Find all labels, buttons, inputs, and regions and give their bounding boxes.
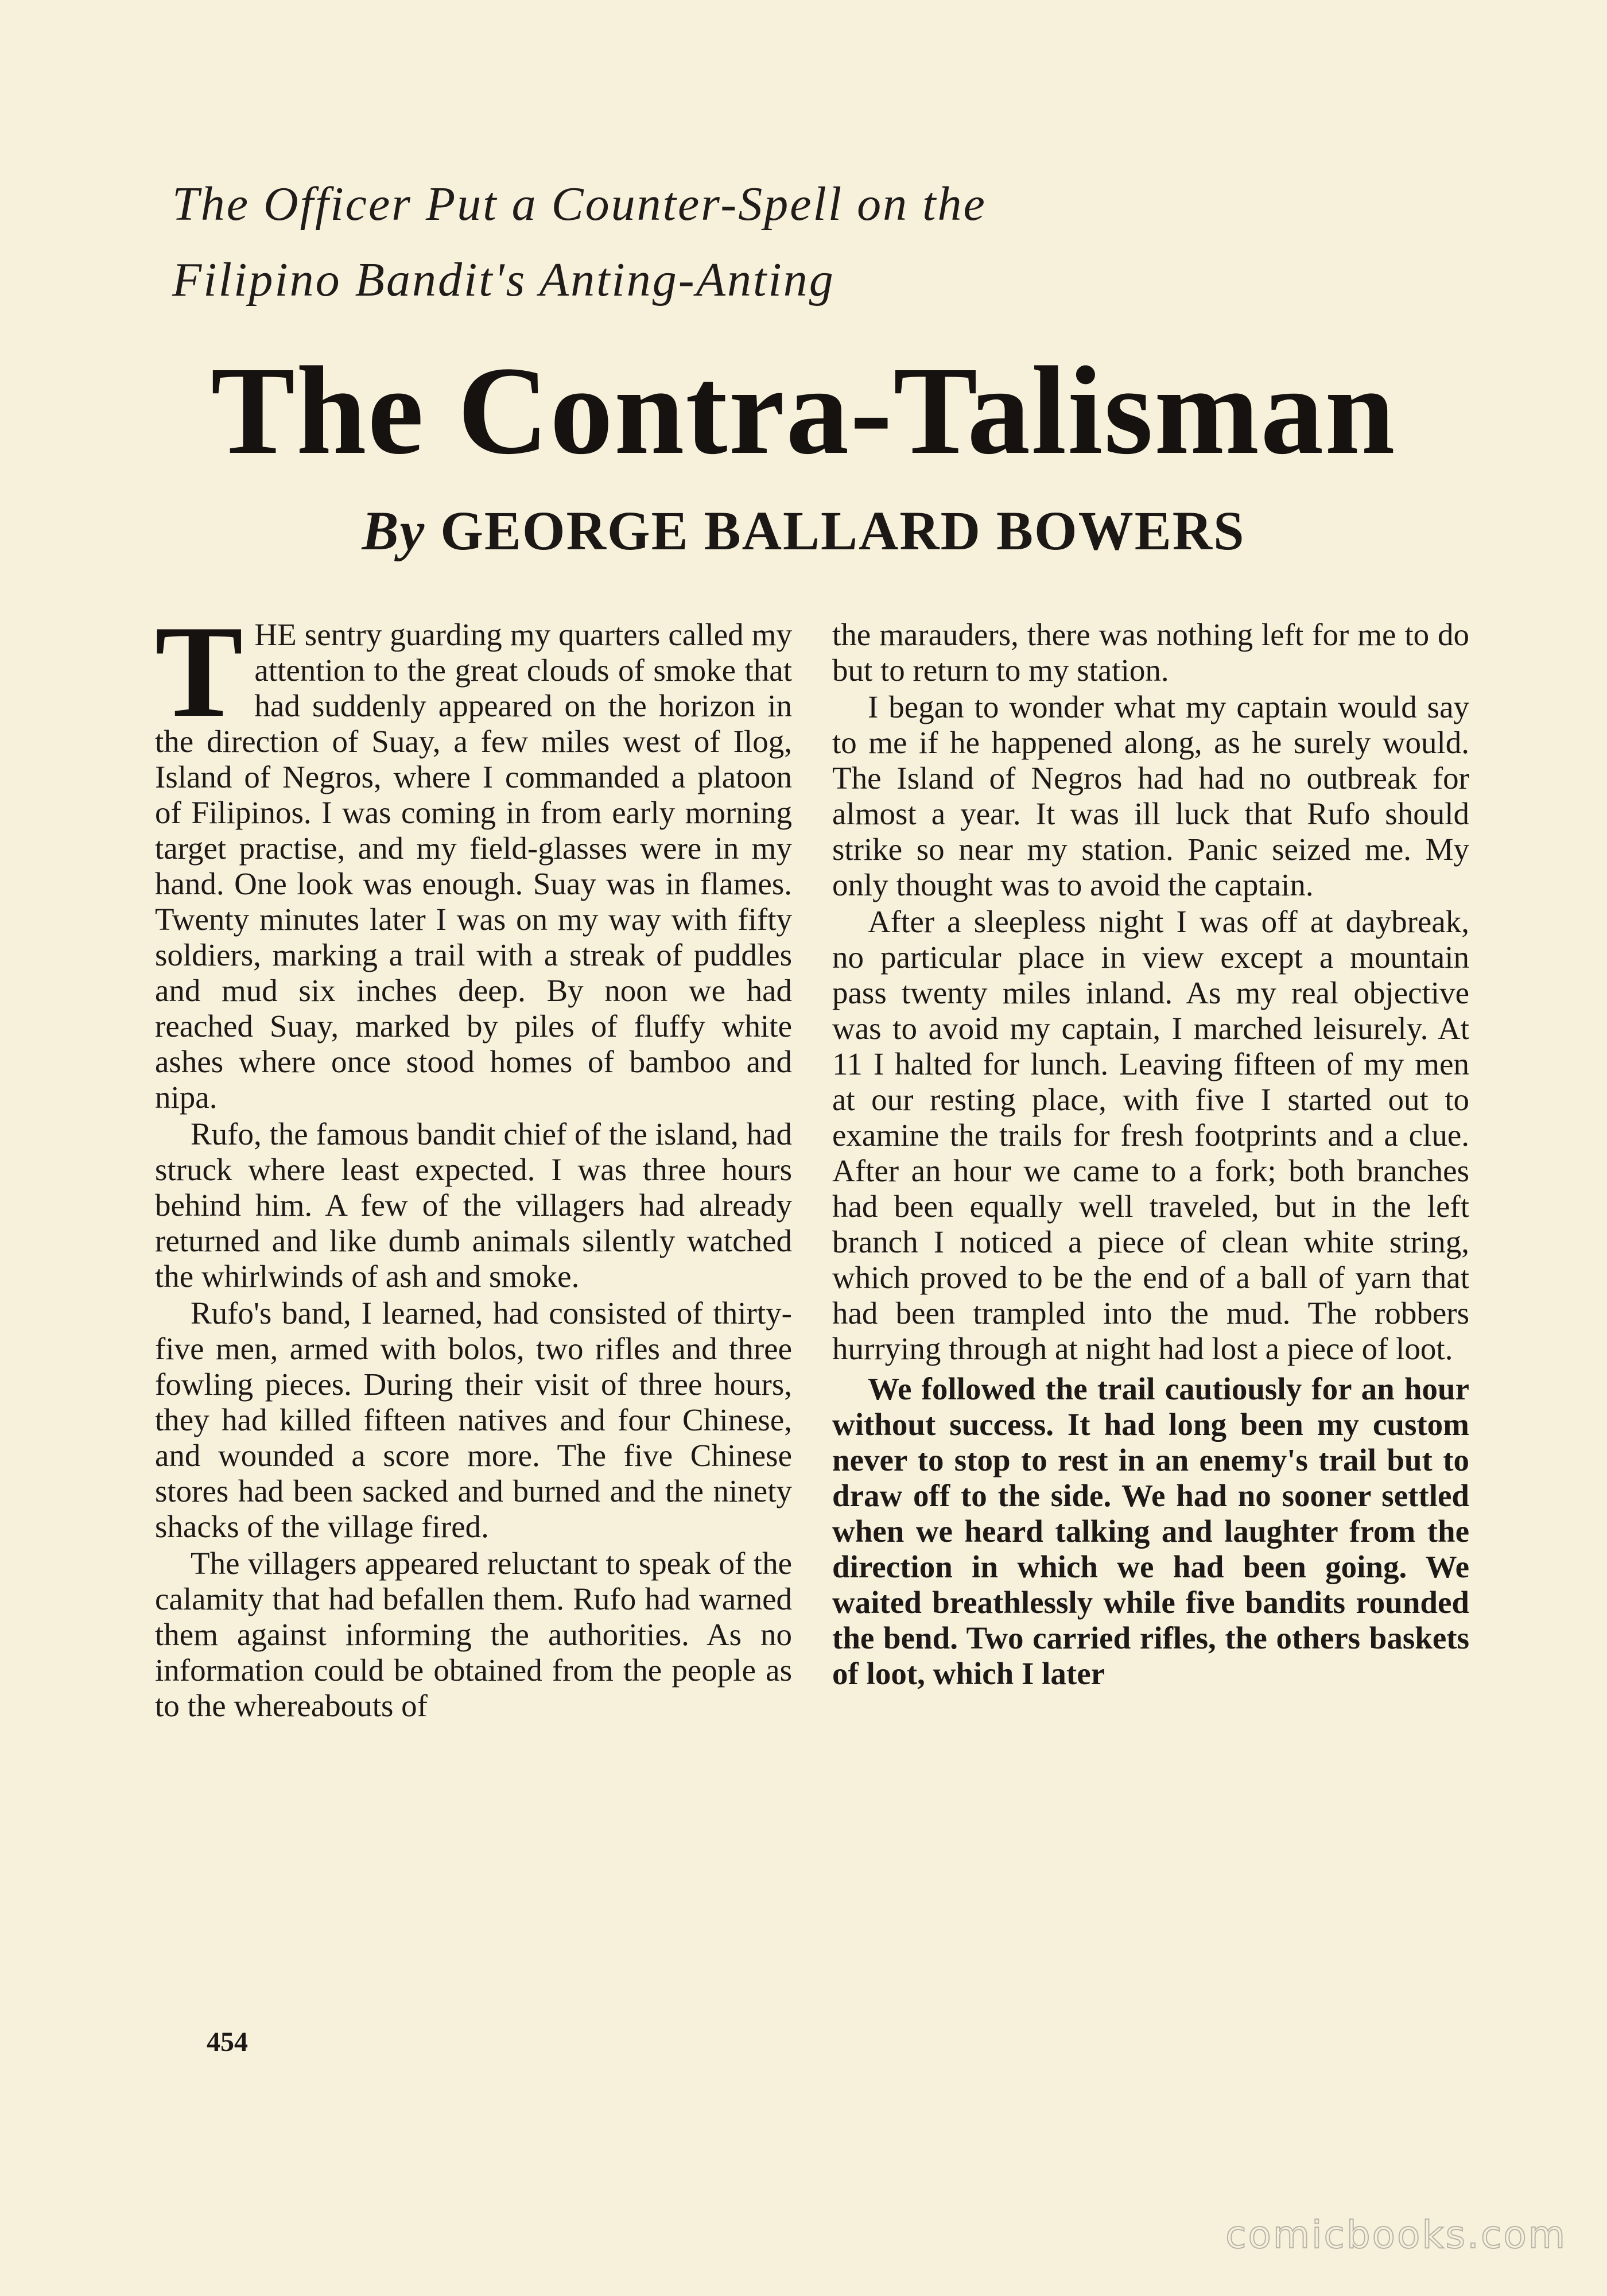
deck-line-2: Filipino Bandit's Anting-Anting (172, 253, 835, 307)
deck-line-1: The Officer Put a Counter-Spell on the (172, 177, 987, 231)
byline-by: By (362, 500, 426, 561)
paragraph-text: HE sentry guarding my quarters called my attention to the great clouds of smoke that had suddenly appeared on the horizon in the direction of Suay, a few miles west of Ilog, Island of Negros, where I commanded a platoon of Filipinos. I was coming in from early morning target practise, and my field-glasses were in my hand. One look was enough. Suay was in flames. Twenty minutes later I was on my way with fifty soldiers, marking a trail with a streak of puddles and mud six inches deep. By noon we had reached Suay, marked by piles of fluffy white ashes where once stood homes of bamboo and nipa. (155, 617, 792, 1115)
author-name: GEORGE BALLARD BOWERS (440, 500, 1245, 561)
paragraph: After a sleepless night I was off at daybreak, no particular place in view except a mountain pass twenty miles inland. As my real objective was to avoid my captain, I marched leisurely. At 11 I halted for lunch. Leaving fifteen of my men at our resting place, with five I started out to examine the trails for fresh footprints and a clue. After an hour we came to a fork; both branches had been equally well traveled, but in the left branch I noticed a piece of clean white string, which proved to be the end of a ball of yarn that had been trampled into the mud. The robbers hurrying through at night had lost a piece of loot. (832, 904, 1469, 1366)
page-number: 454 (207, 2027, 248, 2057)
paragraph (155, 598, 792, 1115)
byline (0, 497, 1607, 565)
story-deck (172, 166, 1263, 318)
drop-cap: T (155, 598, 243, 744)
paragraph: Rufo's band, I learned, had consisted of thirty-five men, armed with bolos, two rifles and three fowling pieces. During their visit of three hours, they had killed fifteen natives and four Chinese, and wounded a score more. The five Chinese stores had been sacked and burned and the ninety shacks of the village fired. (155, 1296, 792, 1544)
paragraph: the marauders, there was nothing left for me to do but to return to my station. (832, 617, 1469, 688)
paragraph: I began to wonder what my captain would say to me if he happened along, as he surely would. The Island of Negros had had no outbreak for almost a year. It was ill luck that Rufo should strike so near my station. Panic seized me. My only thought was to avoid the captain. (832, 689, 1469, 902)
story-title: The Contra-Talisman (211, 340, 1396, 480)
paragraph: The villagers appeared reluctant to speak of the calamity that had befallen them. Rufo had warned them against informing the authorities. As no information could be obtained from the people as to the whereabouts of (155, 1546, 792, 1723)
column-right (832, 617, 1469, 1693)
column-left (155, 598, 792, 1725)
paragraph: Rufo, the famous bandit chief of the island, had struck where least expected. I was three hours behind him. A few of the villagers had already returned and like dumb animals silently watched the whirlwinds of ash and smoke. (155, 1116, 792, 1294)
paragraph: We followed the trail cautiously for an hour without success. It had long been my custom never to stop to rest in an enemy's trail but to draw off to the side. We had no sooner settled when we heard talking and laughter from the direction in which we had been going. We waited breathlessly while five bandits rounded the bend. Two carried rifles, the others baskets of loot, which I later (832, 1371, 1469, 1691)
site-watermark: comicbooks.com (1225, 2213, 1567, 2257)
